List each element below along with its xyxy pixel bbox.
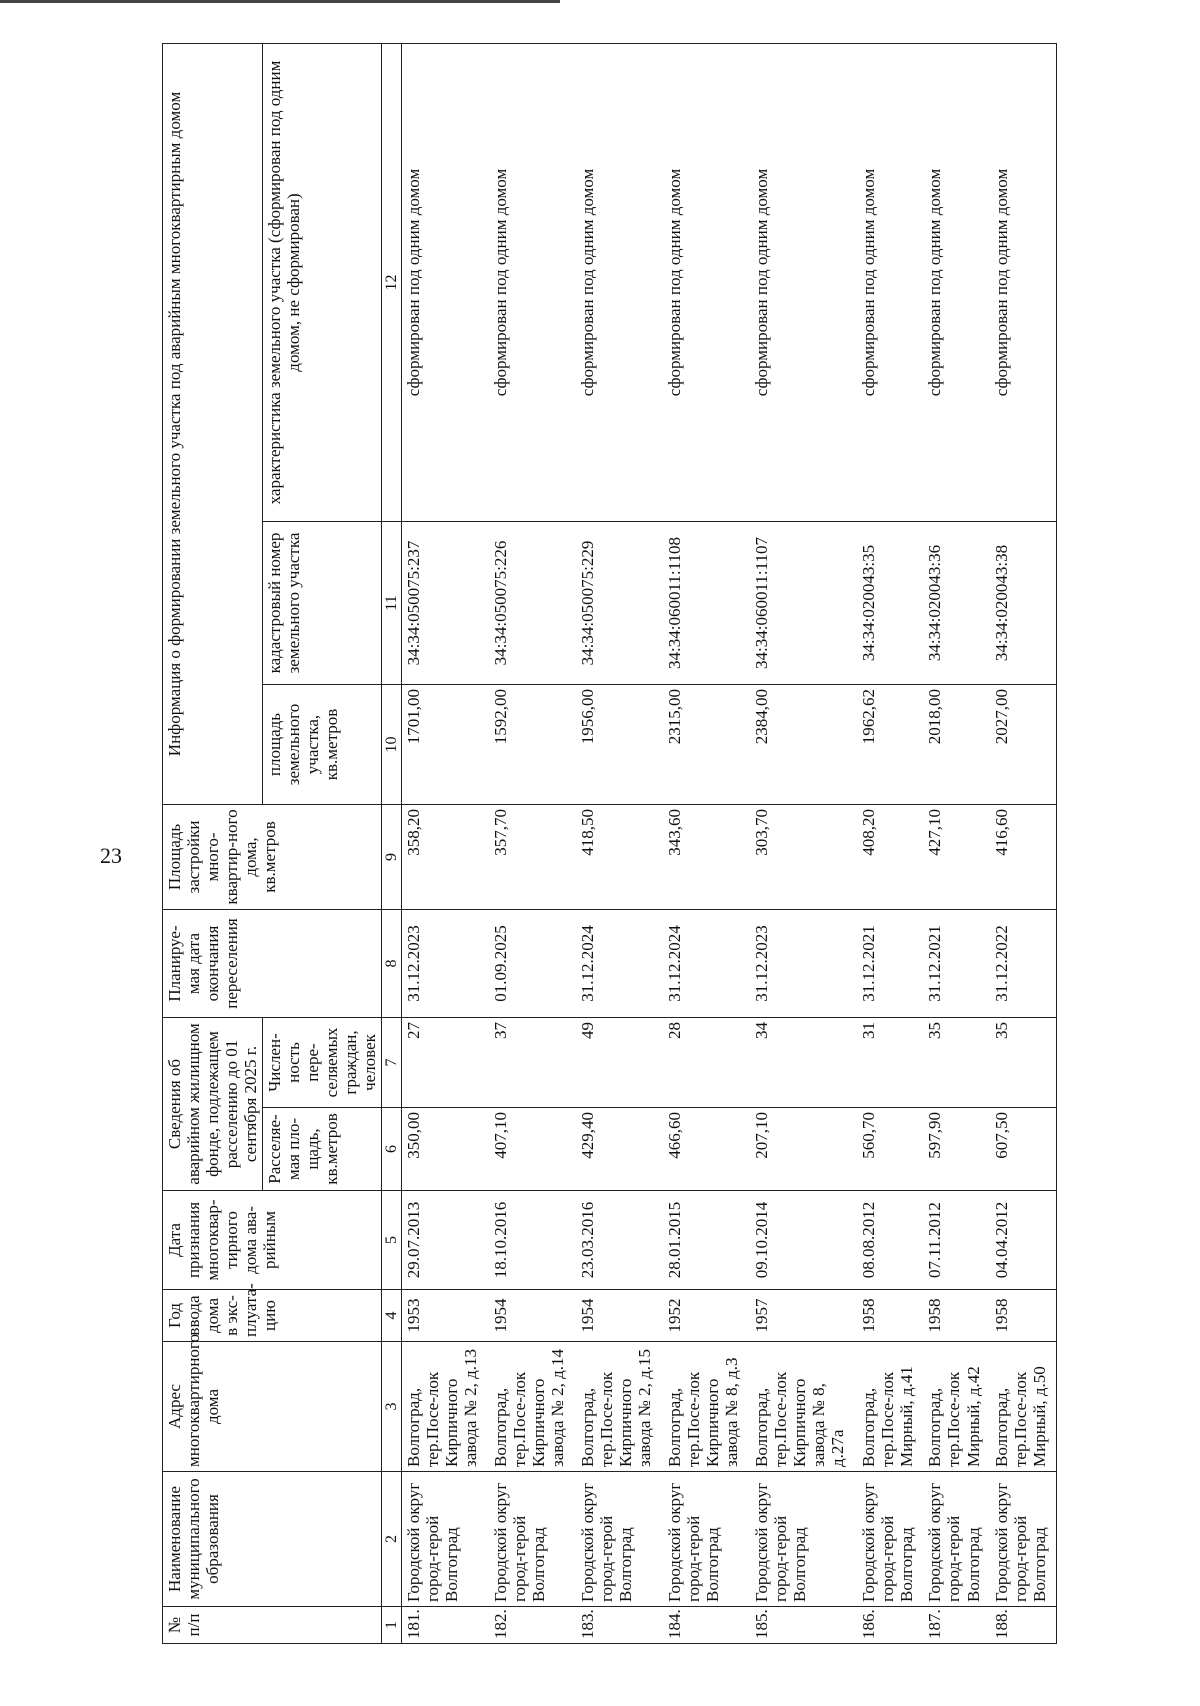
building-area: 418,50: [576, 805, 663, 910]
column-number: 12: [382, 43, 402, 521]
municipality-name: Городской округ город-герой Волгоград: [402, 1472, 489, 1607]
cadastral-number: 34:34:020043:38: [990, 522, 1057, 685]
municipality-name: Городской округ город-герой Волгоград: [750, 1472, 857, 1607]
building-area: 303,70: [750, 805, 857, 910]
cadastral-number: 34:34:020043:35: [857, 522, 923, 685]
table-row: [923, 43, 989, 1643]
end-date: 31.12.2023: [750, 910, 857, 1018]
resettled-area: 466,60: [663, 1108, 750, 1191]
header-resettled-area: Расселяе-мая пло-щадь, кв.метров: [263, 1108, 382, 1191]
address: Волгоград, тер.Посе-лок Кирпичного завода № 8, д.27а: [750, 1342, 857, 1472]
header-building-area: Площадь застройки много-квартир-ного дома, кв.метров: [163, 805, 382, 910]
header-land-area: площадь земельного участка, кв.метров: [263, 685, 382, 805]
recognition-date: 04.04.2012: [990, 1191, 1057, 1290]
end-date: 31.12.2021: [857, 910, 923, 1018]
end-date: 31.12.2021: [923, 910, 989, 1018]
people-count: 37: [489, 1018, 576, 1108]
header-number: № п/п: [163, 1607, 382, 1644]
land-characteristic: сформирован под одним домом: [990, 43, 1057, 521]
cadastral-number: 34:34:060011:1108: [663, 522, 750, 685]
row-number: 181.: [402, 1607, 489, 1644]
header-recognition-date: Дата признания многоквар-тирного дома ава-рийным: [163, 1191, 382, 1290]
recognition-date: 29.07.2013: [402, 1191, 489, 1290]
end-date: 31.12.2024: [663, 910, 750, 1018]
people-count: 28: [663, 1018, 750, 1108]
table-row: [750, 43, 857, 1643]
table-row: [402, 43, 489, 1643]
municipality-name: Городской округ город-герой Волгоград: [990, 1472, 1057, 1607]
emergency-housing-table: [162, 43, 1057, 1644]
recognition-date: 23.03.2016: [576, 1191, 663, 1290]
building-area: 416,60: [990, 805, 1057, 910]
commission-year: 1953: [402, 1290, 489, 1342]
address: Волгоград, тер.Посе-лок Мирный, д.41: [857, 1342, 923, 1472]
header-land-characteristic: характеристика земельного участка (сформирован под одним домом, не сформирован): [263, 43, 382, 521]
header-municipality: Наименование муниципального образования: [163, 1472, 382, 1607]
column-number: 3: [382, 1342, 402, 1472]
header-cadastral-number: кадастровый номер земельного участка: [263, 522, 382, 685]
commission-year: 1957: [750, 1290, 857, 1342]
address: Волгоград, тер.Посе-лок Кирпичного завода № 2, д.14: [489, 1342, 576, 1472]
resettled-area: 407,10: [489, 1108, 576, 1191]
column-number: 1: [382, 1607, 402, 1644]
column-number: 11: [382, 522, 402, 685]
header-people-count: Числен-ность пере-селяемых граждан, человек: [263, 1018, 382, 1108]
building-area: 343,60: [663, 805, 750, 910]
land-characteristic: сформирован под одним домом: [402, 43, 489, 521]
cadastral-number: 34:34:060011:1107: [750, 522, 857, 685]
municipality-name: Городской округ город-герой Волгоград: [663, 1472, 750, 1607]
land-characteristic: сформирован под одним домом: [750, 43, 857, 521]
column-number: 5: [382, 1191, 402, 1290]
header-address: Адрес многоквартирного дома: [163, 1342, 382, 1472]
recognition-date: 07.11.2012: [923, 1191, 989, 1290]
resettled-area: 607,50: [990, 1108, 1057, 1191]
end-date: 31.12.2022: [990, 910, 1057, 1018]
row-number: 185.: [750, 1607, 857, 1644]
address: Волгоград, тер.Посе-лок Мирный, д.42: [923, 1342, 989, 1472]
cadastral-number: 34:34:020043:36: [923, 522, 989, 685]
address: Волгоград, тер.Посе-лок Кирпичного завода № 2, д.15: [576, 1342, 663, 1472]
row-number: 188.: [990, 1607, 1057, 1644]
table-row: [489, 43, 576, 1643]
land-area: 1956,00: [576, 685, 663, 805]
municipality-name: Городской округ город-герой Волгоград: [576, 1472, 663, 1607]
resettled-area: 350,00: [402, 1108, 489, 1191]
resettled-area: 207,10: [750, 1108, 857, 1191]
land-characteristic: сформирован под одним домом: [923, 43, 989, 521]
column-number: 6: [382, 1108, 402, 1191]
land-area: 2027,00: [990, 685, 1057, 805]
column-number: 2: [382, 1472, 402, 1607]
rotated-table-wrapper: [162, 44, 1057, 1644]
row-number: 186.: [857, 1607, 923, 1644]
header-end-date: Планируе-мая дата окончания переселения: [163, 910, 382, 1018]
people-count: 31: [857, 1018, 923, 1108]
building-area: 427,10: [923, 805, 989, 910]
land-area: 2315,00: [663, 685, 750, 805]
resettled-area: 560,70: [857, 1108, 923, 1191]
row-number: 187.: [923, 1607, 989, 1644]
table-row: [576, 43, 663, 1643]
people-count: 35: [990, 1018, 1057, 1108]
municipality-name: Городской округ город-герой Волгоград: [489, 1472, 576, 1607]
commission-year: 1958: [857, 1290, 923, 1342]
building-area: 357,70: [489, 805, 576, 910]
address: Волгоград, тер.Посе-лок Кирпичного завода № 2, д.13: [402, 1342, 489, 1472]
table-row: [663, 43, 750, 1643]
commission-year: 1954: [576, 1290, 663, 1342]
column-number: 4: [382, 1290, 402, 1342]
people-count: 35: [923, 1018, 989, 1108]
land-area: 1962,62: [857, 685, 923, 805]
cadastral-number: 34:34:050075:237: [402, 522, 489, 685]
table-row: [857, 43, 923, 1643]
table-row: [990, 43, 1057, 1643]
cadastral-number: 34:34:050075:229: [576, 522, 663, 685]
column-number-row: [382, 43, 402, 1643]
people-count: 34: [750, 1018, 857, 1108]
column-number: 10: [382, 685, 402, 805]
land-area: 2384,00: [750, 685, 857, 805]
row-number: 182.: [489, 1607, 576, 1644]
header-emergency-group: Сведения об аварийном жилищном фонде, подлежащем расселению до 01 сентября 2025 г.: [163, 1018, 263, 1191]
recognition-date: 18.10.2016: [489, 1191, 576, 1290]
address: Волгоград, тер.Посе-лок Мирный, д.50: [990, 1342, 1057, 1472]
cadastral-number: 34:34:050075:226: [489, 522, 576, 685]
land-area: 1592,00: [489, 685, 576, 805]
column-number: 9: [382, 805, 402, 910]
land-area: 2018,00: [923, 685, 989, 805]
people-count: 49: [576, 1018, 663, 1108]
commission-year: 1958: [990, 1290, 1057, 1342]
commission-year: 1954: [489, 1290, 576, 1342]
top-rule: [0, 0, 560, 3]
land-characteristic: сформирован под одним домом: [663, 43, 750, 521]
page-number: 23: [100, 843, 122, 868]
land-characteristic: сформирован под одним домом: [576, 43, 663, 521]
municipality-name: Городской округ город-герой Волгоград: [923, 1472, 989, 1607]
commission-year: 1952: [663, 1290, 750, 1342]
column-number: 8: [382, 910, 402, 1018]
end-date: 31.12.2023: [402, 910, 489, 1018]
building-area: 358,20: [402, 805, 489, 910]
recognition-date: 09.10.2014: [750, 1191, 857, 1290]
building-area: 408,20: [857, 805, 923, 910]
end-date: 31.12.2024: [576, 910, 663, 1018]
row-number: 184.: [663, 1607, 750, 1644]
recognition-date: 28.01.2015: [663, 1191, 750, 1290]
land-characteristic: сформирован под одним домом: [489, 43, 576, 521]
resettled-area: 429,40: [576, 1108, 663, 1191]
municipality-name: Городской округ город-герой Волгоград: [857, 1472, 923, 1607]
commission-year: 1958: [923, 1290, 989, 1342]
people-count: 27: [402, 1018, 489, 1108]
land-characteristic: сформирован под одним домом: [857, 43, 923, 521]
column-number: 7: [382, 1018, 402, 1108]
end-date: 01.09.2025: [489, 910, 576, 1018]
header-land-group: Информация о формировании земельного участка под аварийным многоквартирным домом: [163, 43, 263, 804]
address: Волгоград, тер.Посе-лок Кирпичного завода № 8, д.3: [663, 1342, 750, 1472]
land-area: 1701,00: [402, 685, 489, 805]
header-year: Год ввода дома в экс-плуата-цию: [163, 1290, 382, 1342]
recognition-date: 08.08.2012: [857, 1191, 923, 1290]
row-number: 183.: [576, 1607, 663, 1644]
resettled-area: 597,90: [923, 1108, 989, 1191]
